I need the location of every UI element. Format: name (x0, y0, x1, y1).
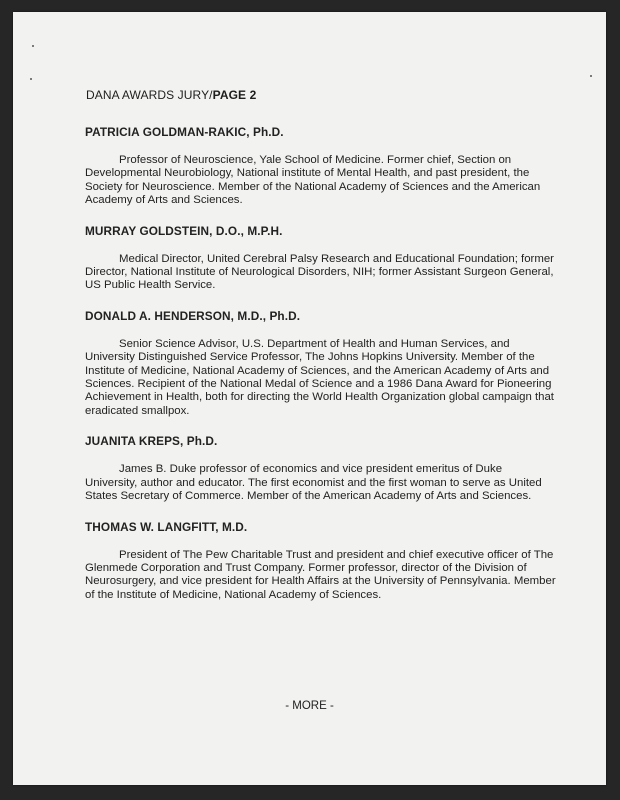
jury-entry (85, 309, 557, 418)
jury-member-name: PATRICIA GOLDMAN-RAKIC, Ph.D. (85, 125, 284, 139)
paper-speck (32, 45, 34, 47)
jury-member-name: THOMAS W. LANGFITT, M.D. (85, 519, 248, 534)
paper-speck (30, 78, 32, 80)
jury-list (85, 125, 557, 618)
document-page (13, 12, 606, 785)
jury-member-bio: Senior Science Advisor, U.S. Department of Health and Human Services, and University Distinguished Service Professor, The Johns Hopkins University. Member of the Institute of Medicine, National Academy of Sciences, and the American Academy of Arts and Sciences. Recipient of the National Medal of Science and a 1986 Dana Award for Pioneering Achievement in Health, both for directing the World Health Organization global campaign that eradicated smallpox. (85, 337, 554, 417)
jury-member-name: DONALD A. HENDERSON, M.D., Ph.D. (85, 308, 301, 323)
jury-member-bio: President of The Pew Charitable Trust and president and chief executive officer of The Glenmede Corporation and Trust Company. Former professor, director of the Division of Neurosurgery, and vice president for Health Affairs at the University of Pennsylvania. Member of the Institute of Medicine, National Academy of Sciences. (85, 548, 556, 601)
header-title: DANA AWARDS JURY/ (86, 88, 213, 102)
jury-member-name: MURRAY GOLDSTEIN, D.O., M.P.H. (85, 223, 283, 238)
more-indicator: - MORE - (285, 700, 334, 712)
header-page-label: PAGE 2 (212, 88, 257, 102)
jury-member-bio: Professor of Neuroscience, Yale School of Medicine. Former chief, Section on Developmental Neurobiology, National institute of Mental Health, and past president, the Society for Neuroscience. Member of the National Academy of Sciences and the American Academy of Arts and Sciences. (85, 154, 541, 207)
jury-entry (85, 125, 557, 208)
jury-entry (85, 520, 557, 603)
jury-entry (85, 224, 557, 293)
page-header (86, 88, 256, 102)
jury-member-bio: James B. Duke professor of economics and vice president emeritus of Duke University, author and educator. The first economist and the first woman to serve as United States Secretary of Commerce. Member of the American Academy of Arts and Sciences. (85, 463, 542, 503)
jury-member-name: JUANITA KREPS, Ph.D. (85, 434, 218, 449)
paper-speck (590, 75, 592, 77)
jury-entry (85, 434, 557, 503)
jury-member-bio: Medical Director, United Cerebral Palsy Research and Educational Foundation; former Director, National Institute of Neurological Disorders, NIH; former Assistant Surgeon General, US Public Health Service. (85, 252, 554, 292)
